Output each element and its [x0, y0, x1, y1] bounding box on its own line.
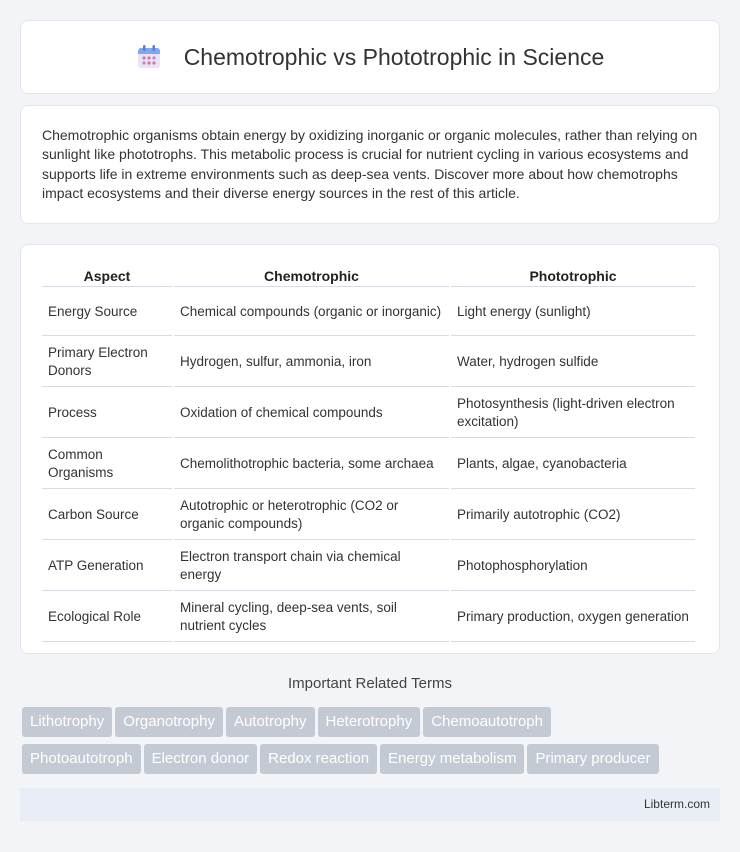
- table-cell-aspect: Primary Electron Donors: [42, 338, 172, 387]
- page-title: Chemotrophic vs Phototrophic in Science: [183, 43, 605, 70]
- tag-energy-metabolism[interactable]: Energy metabolism: [380, 744, 524, 774]
- table-cell-phototrophic: Primarily autotrophic (CO2): [451, 491, 695, 540]
- table-cell-phototrophic: Primary production, oxygen generation: [451, 593, 695, 642]
- tag-photoautotroph[interactable]: Photoautotroph: [22, 744, 141, 774]
- table-cell-phototrophic: Photosynthesis (light-driven electron excitation): [451, 389, 695, 438]
- tag-heterotrophy[interactable]: Heterotrophy: [318, 707, 421, 737]
- column-header-phototrophic: Phototrophic: [451, 265, 695, 287]
- table-row: [42, 289, 695, 336]
- table-cell-chemotrophic: Electron transport chain via chemical energy: [174, 542, 449, 591]
- tag-electron-donor[interactable]: Electron donor: [144, 744, 258, 774]
- column-header-chemotrophic: Chemotrophic: [174, 265, 449, 287]
- table-cell-aspect: ATP Generation: [42, 542, 172, 591]
- intro-paragraph: Chemotrophic organisms obtain energy by oxidizing inorganic or organic molecules, rather than relying on sunlight like phototrophs. This metabolic process is crucial for nutrient cycling in various ecosystems and supports life in extreme environments such as deep-sea vents. Discover more about how chemotrophs impact ecosystems and their diverse energy sources in the rest of this article.: [42, 127, 698, 201]
- table-cell-chemotrophic: Chemical compounds (organic or inorganic): [174, 289, 449, 336]
- intro-card: [20, 105, 720, 224]
- tag-redox-reaction[interactable]: Redox reaction: [260, 744, 377, 774]
- table-cell-phototrophic: Water, hydrogen sulfide: [451, 338, 695, 387]
- table-cell-chemotrophic: Mineral cycling, deep-sea vents, soil nutrient cycles: [174, 593, 449, 642]
- table-row: [42, 389, 695, 438]
- table-row: [42, 542, 695, 591]
- comparison-card: [20, 244, 720, 654]
- tag-primary-producer[interactable]: Primary producer: [527, 744, 658, 774]
- table-cell-phototrophic: Light energy (sunlight): [451, 289, 695, 336]
- table-cell-chemotrophic: Autotrophic or heterotrophic (CO2 or organic compounds): [174, 491, 449, 540]
- table-row: [42, 440, 695, 489]
- table-cell-aspect: Common Organisms: [42, 440, 172, 489]
- related-terms-title: Important Related Terms: [288, 675, 452, 692]
- table-row: [42, 338, 695, 387]
- related-terms-list: [22, 707, 722, 781]
- table-cell-aspect: Ecological Role: [42, 593, 172, 642]
- tag-lithotrophy[interactable]: Lithotrophy: [22, 707, 112, 737]
- table-row: [42, 491, 695, 540]
- table-cell-phototrophic: Plants, algae, cyanobacteria: [451, 440, 695, 489]
- header-card: [20, 20, 720, 94]
- comparison-table: [40, 263, 697, 644]
- table-cell-phototrophic: Photophosphorylation: [451, 542, 695, 591]
- table-cell-aspect: Carbon Source: [42, 491, 172, 540]
- table-row: [42, 593, 695, 642]
- table-cell-aspect: Process: [42, 389, 172, 438]
- tag-organotrophy[interactable]: Organotrophy: [115, 707, 223, 737]
- table-cell-chemotrophic: Chemolithotrophic bacteria, some archaea: [174, 440, 449, 489]
- table-cell-aspect: Energy Source: [42, 289, 172, 336]
- column-header-aspect: Aspect: [42, 265, 172, 287]
- table-cell-chemotrophic: Hydrogen, sulfur, ammonia, iron: [174, 338, 449, 387]
- table-cell-chemotrophic: Oxidation of chemical compounds: [174, 389, 449, 438]
- tag-autotrophy[interactable]: Autotrophy: [226, 707, 315, 737]
- calendar-grid-icon: [136, 44, 162, 70]
- footer: [20, 788, 720, 821]
- tag-chemoautotroph[interactable]: Chemoautotroph: [423, 707, 551, 737]
- footer-site-link[interactable]: Libterm.com: [643, 797, 710, 811]
- table-header-row: [42, 265, 695, 287]
